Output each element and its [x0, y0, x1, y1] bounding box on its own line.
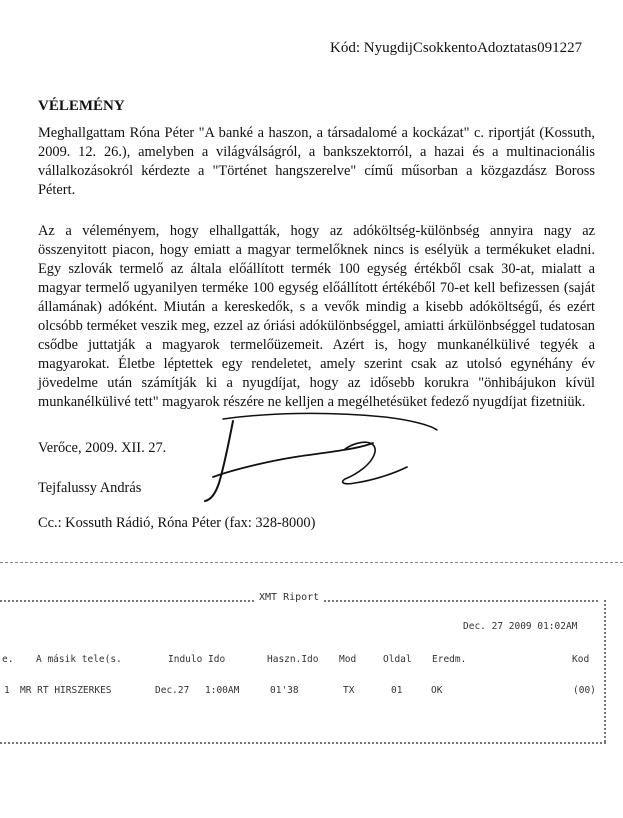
document-heading: VÉLEMÉNY [38, 98, 125, 114]
fax-row-result: OK [431, 685, 443, 696]
fax-row-time: 1:00AM [205, 685, 240, 696]
fax-row-pages: 01 [391, 685, 403, 696]
document-author: Tejfalussy András [38, 480, 142, 496]
fax-header-mode: Mod [339, 654, 357, 665]
fax-report-datetime: Dec. 27 2009 01:02AM [463, 621, 578, 632]
fax-header-result: Eredm. [432, 654, 467, 665]
fax-header-num: e. [2, 654, 14, 665]
document-cc: Cc.: Kossuth Rádió, Róna Péter (fax: 328-8000) [38, 515, 316, 531]
fax-row-code: (00) [573, 685, 596, 696]
signature [195, 403, 440, 508]
fax-row-other: MR RT HIRSZERKES [20, 685, 112, 696]
paragraph-intro: Meghallgattam Róna Péter "A banké a haszon, a társadalomé a kockázat" c. riportját (Kossuth, 2009. 12. 26.), amelyben a világválságról, a bankszektorról, a hazai és a multinacionális vállalkozásokról kérdezte a "Történet hangszerelve" című műsorban a közgazdász Boross Pétert. [38, 125, 595, 198]
fax-header-start: Indulo Ido [168, 654, 226, 665]
fax-row-mode: TX [343, 685, 355, 696]
fax-header-code: Kod [572, 654, 590, 665]
fax-report-title: XMT Riport [255, 592, 323, 603]
fax-header-duration: Haszn.Ido [267, 654, 319, 665]
fax-header-other: A másik tele(s. [36, 654, 122, 665]
document-date: Verőce, 2009. XII. 27. [38, 440, 167, 456]
fax-row-duration: 01'38 [270, 685, 299, 696]
paragraph-opinion: Az a véleményem, hogy elhallgatták, hogy az adóköltség-különbség annyira nagy az összenyitott piacon, hogy emiatt a magyar termelőknek nincs is esélyük a termékuket eladni. Egy szlovák termelő az általa előállított termék 100 egység értékből csak 30-at, mialatt a magyar termelő ugyanilyen terméke 100 egység előállított értékéből 70-et kell befizessen (saját államának) adóként. Miután a kereskedők, s a vevők mindig a kisebb adóköltségű, és ezért olcsóbb terméket veszik meg, ezzel az óriási adókülönbséggel, amiatti árkülönbséggel tudatosan csődbe juttatják a magyarok termelőüzemeit. Azért is, hogy munkanélkülivé tegyék a magyarokat. Életbe léptettek egy rendeletet, amely szerint csak az utolsó egynéhány év jövedelme után számítják ki a nyugdíjat, hogy az idősebb korukra "önhibájukon kívül munkanélkülivé tett" magyarok részére ne kelljen a megélhetésüket fedező nyugdíjat fizetniük. [38, 223, 595, 410]
fax-report [0, 590, 623, 760]
fax-row-date: Dec.27 [155, 685, 190, 696]
fax-bottom-border [0, 742, 606, 744]
fax-header-pages: Oldal [383, 654, 412, 665]
fax-separator [0, 562, 623, 563]
document-code: Kód: NyugdijCsokkentoAdoztatas091227 [330, 40, 583, 56]
fax-right-border [604, 600, 606, 742]
fax-row-num: 1 [4, 685, 10, 696]
